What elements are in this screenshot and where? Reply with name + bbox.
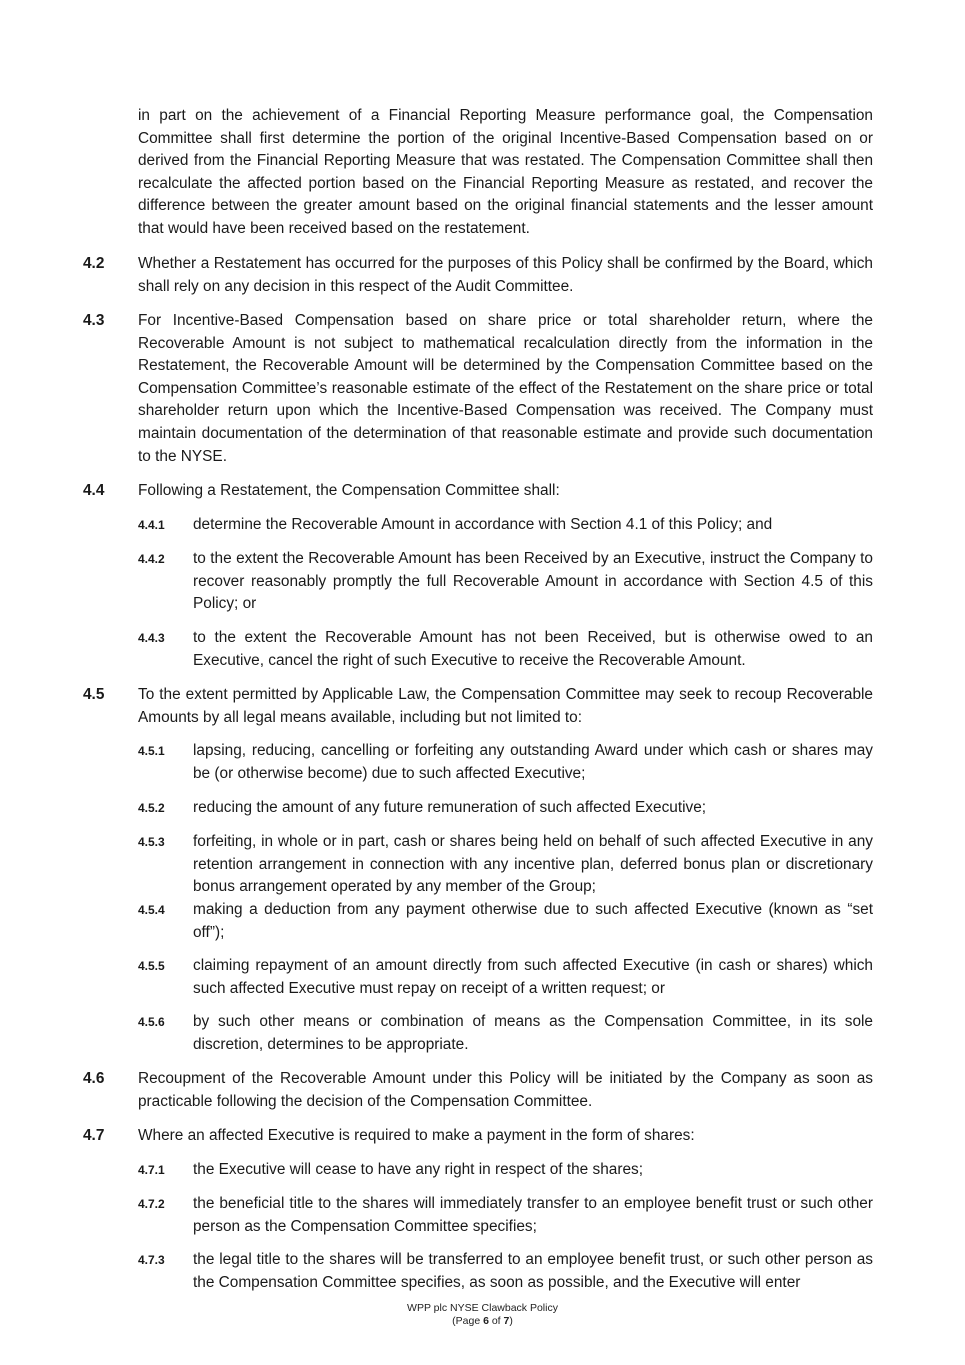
- section-number: 4.4: [83, 482, 105, 499]
- subsection-text: to the extent the Recoverable Amount has been Received by an Executive, instruct the Company to recover reasonably promptly the full Recoverable Amount in accordance with Section 4.5 of this Policy; or: [193, 550, 873, 613]
- section-text: Recoupment of the Recoverable Amount under this Policy will be initiated by the Company as soon as practicable following the decision of the Compensation Committee.: [138, 1070, 873, 1110]
- section-text: Following a Restatement, the Compensation Committee shall:: [138, 482, 560, 499]
- subsection-text: to the extent the Recoverable Amount has not been Received, but is otherwise owed to an Executive, cancel the right of such Executive to receive the Recoverable Amount.: [193, 629, 873, 669]
- subsection-text: determine the Recoverable Amount in accordance with Section 4.1 of this Policy; and: [193, 516, 773, 533]
- subsection-text: by such other means or combination of means as the Compensation Committee, in its sole discretion, determines to be appropriate.: [193, 1013, 873, 1053]
- subsection-text: lapsing, reducing, cancelling or forfeiting any outstanding Award under which cash or shares may be (or otherwise become) due to such affected Executive;: [193, 742, 873, 782]
- section-number: 4.7: [83, 1127, 105, 1144]
- section-text: Whether a Restatement has occurred for the purposes of this Policy shall be confirmed by the Board, which shall rely on any decision in this respect of the Audit Committee.: [138, 255, 873, 295]
- subsection-number: 4.4.2: [138, 552, 165, 566]
- subsection-number: 4.7.1: [138, 1163, 165, 1177]
- subsection-number: 4.4.1: [138, 518, 165, 532]
- subsection-number: 4.7.2: [138, 1197, 165, 1211]
- subsection-text: making a deduction from any payment otherwise due to such affected Executive (known as “set off”);: [193, 901, 873, 941]
- intro-paragraph: in part on the achievement of a Financial Reporting Measure performance goal, the Compensation Committee shall first determine the portion of the original Incentive-Based Compensation based on or derived from the Financial Reporting Measure that was restated. The Compensation Committee shall then recalculate the affected portion based on the Financial Reporting Measure as restated, and recover the difference between the greater amount based on the original financial statements and the lesser amount that would have been received based on the restatement.: [138, 107, 873, 237]
- subsection-number: 4.5.5: [138, 959, 165, 973]
- subsection-number: 4.4.3: [138, 631, 165, 645]
- subsection-text: reducing the amount of any future remuneration of such affected Executive;: [193, 799, 707, 816]
- subsection-number: 4.5.2: [138, 801, 165, 815]
- footer-page-number: (Page 6 of 7): [452, 1315, 513, 1327]
- subsection-number: 4.5.1: [138, 744, 165, 758]
- subsection-number: 4.5.3: [138, 835, 165, 849]
- section-number: 4.6: [83, 1070, 105, 1087]
- subsection-number: 4.7.3: [138, 1253, 165, 1267]
- section-text: To the extent permitted by Applicable Law, the Compensation Committee may seek to recoup Recoverable Amounts by all legal means available, including but not limited to:: [138, 686, 873, 726]
- subsection-text: claiming repayment of an amount directly from such affected Executive (in cash or shares) which such affected Executive must repay on receipt of a written request; or: [193, 957, 873, 997]
- subsection-number: 4.5.6: [138, 1015, 165, 1029]
- footer-title: WPP plc NYSE Clawback Policy: [407, 1302, 558, 1314]
- page-footer: [0, 1302, 965, 1328]
- subsection-text: the Executive will cease to have any right in respect of the shares;: [193, 1161, 643, 1178]
- section-number: 4.3: [83, 312, 105, 329]
- section-text: Where an affected Executive is required to make a payment in the form of shares:: [138, 1127, 695, 1144]
- section-number: 4.2: [83, 255, 105, 272]
- subsection-number: 4.5.4: [138, 903, 165, 917]
- subsection-text: the legal title to the shares will be transferred to an employee benefit trust, or such other person as the Compensation Committee specifies, as soon as possible, and the Executive will enter: [193, 1251, 873, 1291]
- section-text: For Incentive-Based Compensation based on share price or total shareholder return, where the Recoverable Amount is not subject to mathematical recalculation directly from the information in the Restatement, the Recoverable Amount will be determined by the Compensation Committee based on the Compensation Committee’s reasonable estimate of the effect of the Restatement on the share price or total shareholder return upon which the Incentive-Based Compensation was received. The Company must maintain documentation of the determination of that reasonable estimate and provide such documentation to the NYSE.: [138, 312, 873, 465]
- subsection-text: the beneficial title to the shares will immediately transfer to an employee benefit trust or such other person as the Compensation Committee specifies;: [193, 1195, 873, 1235]
- section-number: 4.5: [83, 686, 105, 703]
- subsection-text: forfeiting, in whole or in part, cash or shares being held on behalf of such affected Executive in any retention arrangement in connection with any incentive plan, deferred bonus plan or discretionary bonus arrangement operated by any member of the Group;: [193, 833, 873, 896]
